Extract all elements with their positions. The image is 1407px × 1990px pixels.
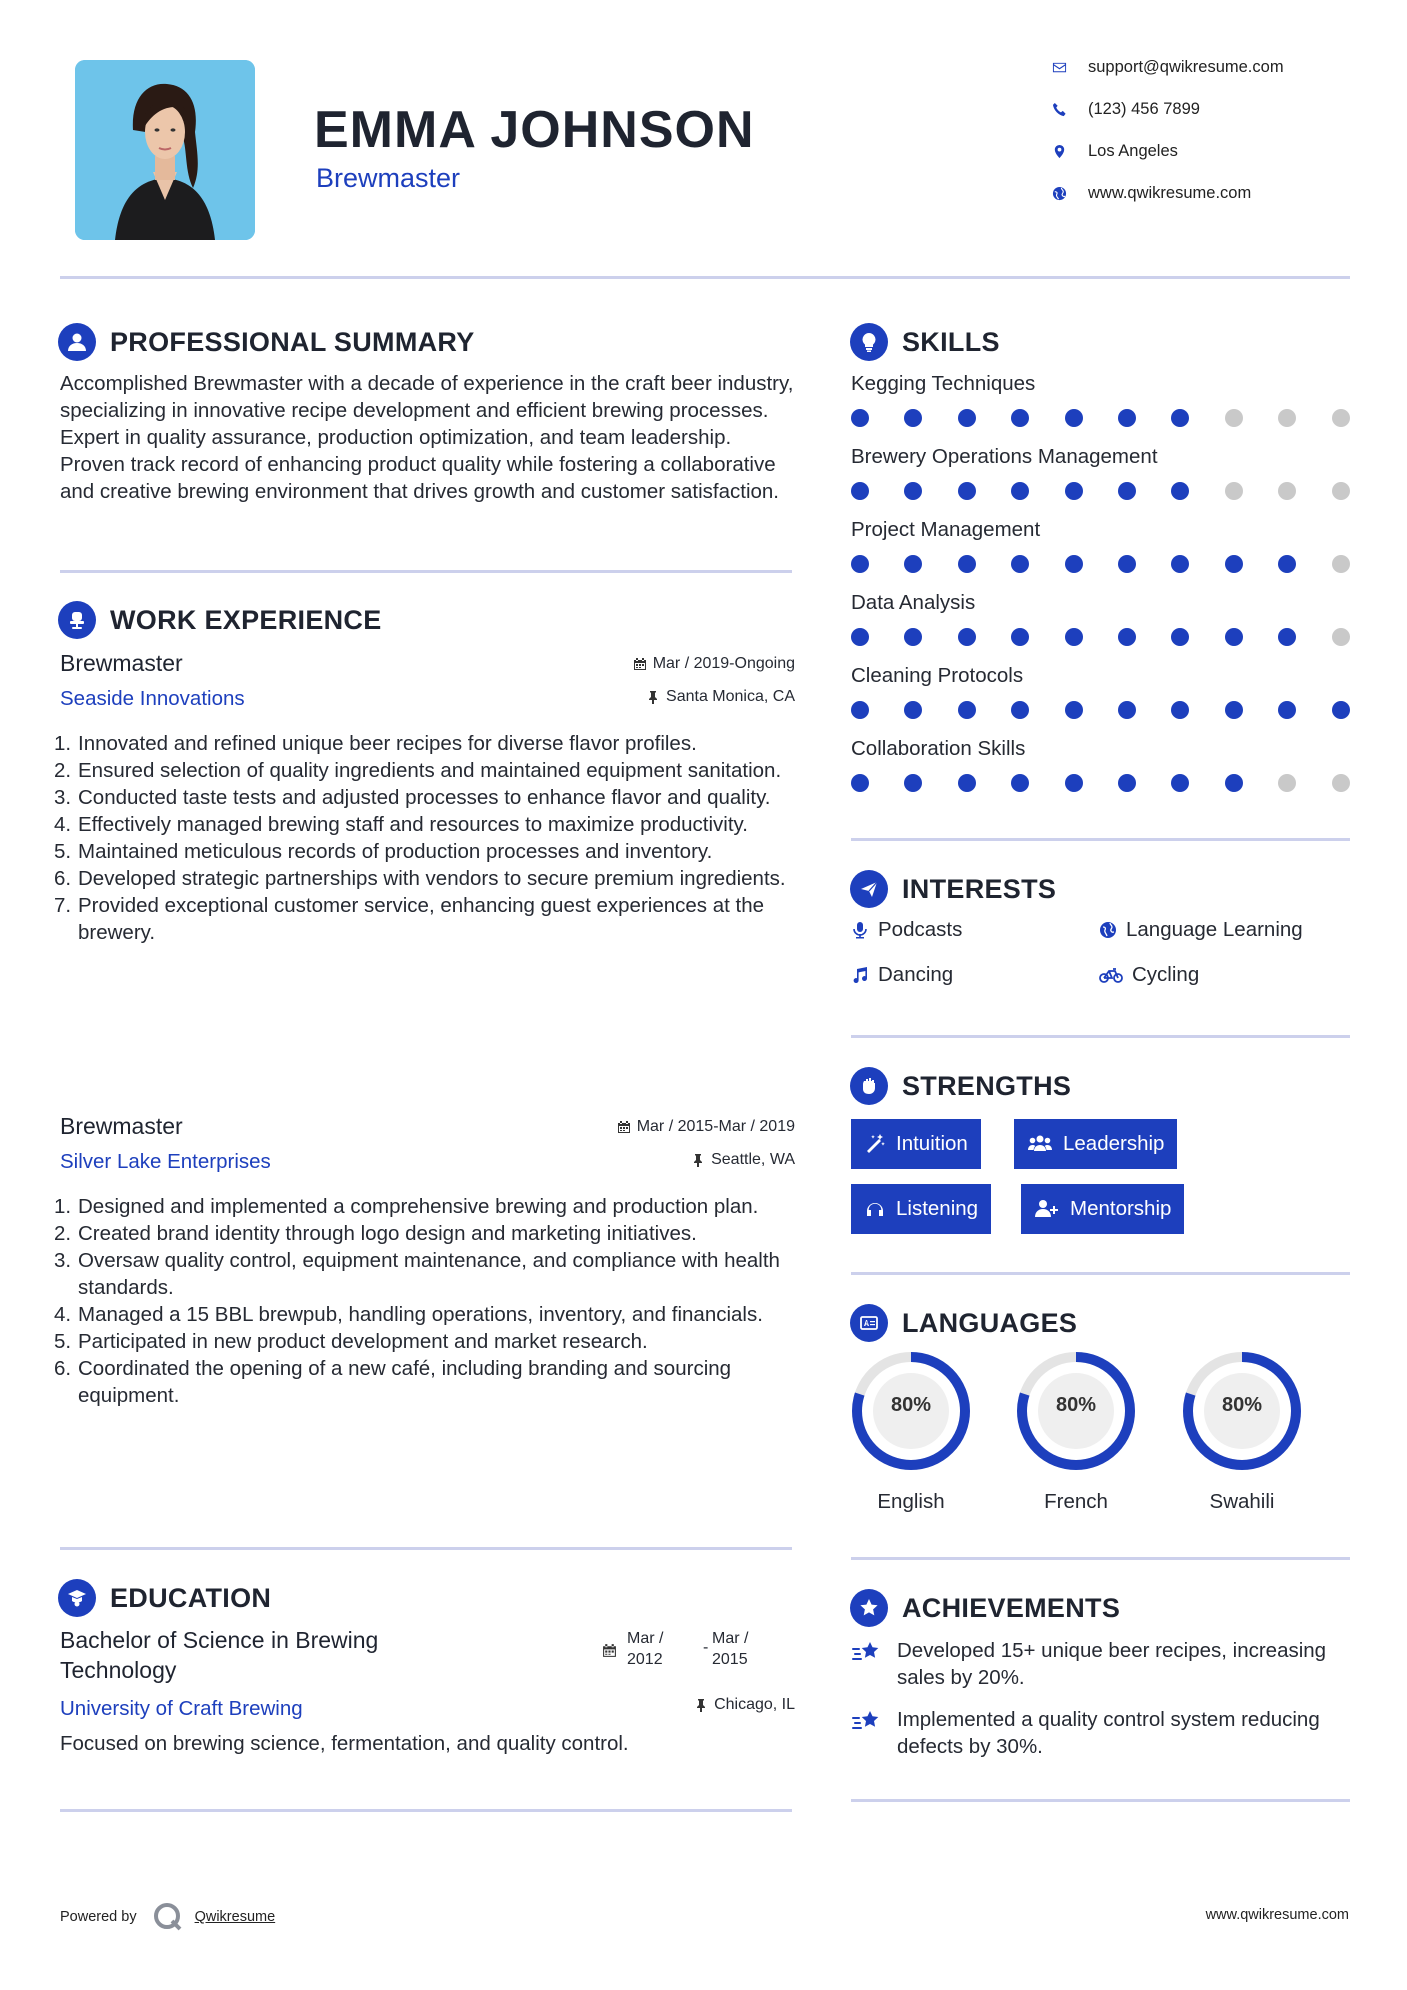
paper-plane-icon xyxy=(850,870,888,908)
pushpin-icon xyxy=(691,1153,705,1167)
skill-name: Cleaning Protocols xyxy=(851,664,1024,687)
skill-dot-empty xyxy=(1278,409,1296,427)
map-pin-icon xyxy=(1052,144,1088,159)
calendar-icon xyxy=(633,657,647,671)
skill-dot-filled xyxy=(1171,482,1189,500)
skill-dot-filled xyxy=(1118,482,1136,500)
interest-label: Dancing xyxy=(878,963,954,986)
calendar-icon xyxy=(602,1643,617,1658)
section-divider xyxy=(851,1035,1350,1038)
interest-item xyxy=(1099,963,1199,987)
contact-website[interactable] xyxy=(1052,184,1352,203)
skill-dot-filled xyxy=(1171,555,1189,573)
globe-icon xyxy=(1099,921,1117,939)
achievement-text: Developed 15+ unique beer recipes, increasing sales by 20%. xyxy=(897,1639,1327,1689)
language-item xyxy=(1177,1350,1307,1514)
skill-dot-filled xyxy=(1278,701,1296,719)
education-start-date: Mar / 2012 xyxy=(627,1630,664,1668)
education-description: Focused on brewing science, fermentation, and quality control. xyxy=(60,1732,629,1755)
briefcase-chair-icon xyxy=(58,601,96,639)
skill-dot-empty xyxy=(1332,482,1350,500)
education-date-separator: - xyxy=(703,1639,709,1656)
skill-item xyxy=(851,518,1351,575)
skill-rating xyxy=(851,409,1351,429)
skill-dot-filled xyxy=(1225,628,1243,646)
raised-fist-icon xyxy=(850,1067,888,1105)
job-date-text: Mar / 2019-Ongoing xyxy=(652,655,795,672)
education-location-text: Chicago, IL xyxy=(714,1696,795,1713)
list-item: 1. Innovated and refined unique beer recipes for diverse flavor profiles. xyxy=(54,732,697,755)
skill-dot-empty xyxy=(1332,774,1350,792)
skill-dot-filled xyxy=(904,774,922,792)
section-divider xyxy=(60,1809,792,1812)
skill-dot-filled xyxy=(1065,701,1083,719)
strength-badge xyxy=(851,1119,981,1169)
microphone-icon xyxy=(851,921,869,939)
interest-item xyxy=(851,963,953,987)
section-divider xyxy=(60,1547,792,1550)
skill-dot-filled xyxy=(958,409,976,427)
profile-photo xyxy=(75,60,255,240)
list-item: 5. Maintained meticulous records of production processes and inventory. xyxy=(54,840,713,863)
list-item: 6. Coordinated the opening of a new café, including branding and sourcing equipment. xyxy=(54,1357,732,1407)
skill-item xyxy=(851,591,1351,648)
shooting-star-icon xyxy=(851,1708,883,1736)
skill-dot-filled xyxy=(1011,555,1029,573)
skill-dot-filled xyxy=(1065,482,1083,500)
headphones-icon xyxy=(864,1198,886,1220)
skill-dot-empty xyxy=(1332,555,1350,573)
skills-heading xyxy=(850,323,1000,361)
skill-item xyxy=(851,372,1351,429)
skill-rating xyxy=(851,555,1351,575)
strength-label: Mentorship xyxy=(1070,1197,1172,1220)
skill-item xyxy=(851,445,1351,502)
contact-location xyxy=(1052,142,1352,161)
list-item: 1. Designed and implemented a comprehensive brewing and production plan. xyxy=(54,1195,759,1218)
job-location xyxy=(646,688,795,706)
skill-dot-filled xyxy=(1171,628,1189,646)
skill-dot-filled xyxy=(1118,409,1136,427)
interest-item xyxy=(1099,918,1303,942)
skill-dot-filled xyxy=(1171,409,1189,427)
skill-dot-empty xyxy=(1332,628,1350,646)
skills-heading-text: SKILLS xyxy=(902,326,1000,357)
resume-header xyxy=(0,0,1407,280)
job-company: Silver Lake Enterprises xyxy=(60,1150,271,1173)
envelope-icon xyxy=(1052,60,1088,75)
pushpin-icon xyxy=(646,690,660,704)
contact-phone[interactable] xyxy=(1052,100,1352,119)
education-location xyxy=(694,1696,795,1714)
skill-dot-filled xyxy=(1065,774,1083,792)
list-item: 4. Managed a 15 BBL brewpub, handling operations, inventory, and financials. xyxy=(54,1303,763,1326)
skill-item xyxy=(851,664,1351,721)
achievement-text: Implemented a quality control system reducing defects by 30%. xyxy=(897,1708,1320,1758)
candidate-name: EMMA JOHNSON xyxy=(314,101,755,159)
skill-dot-filled xyxy=(958,482,976,500)
language-name: English xyxy=(877,1490,945,1513)
language-item xyxy=(1011,1350,1141,1514)
graduate-icon xyxy=(58,1579,96,1617)
skill-dot-filled xyxy=(1225,701,1243,719)
skill-dot-filled xyxy=(1278,555,1296,573)
skill-dot-filled xyxy=(1011,482,1029,500)
summary-heading-text: PROFESSIONAL SUMMARY xyxy=(110,326,475,357)
achievement-item xyxy=(851,1706,1351,1760)
job-date-text: Mar / 2015-Mar / 2019 xyxy=(636,1118,795,1135)
strength-badge xyxy=(1014,1119,1177,1169)
skill-dot-empty xyxy=(1332,409,1350,427)
section-divider xyxy=(851,838,1350,841)
shooting-star-icon xyxy=(851,1639,883,1667)
achievements-heading xyxy=(850,1589,1120,1627)
skill-dot-filled xyxy=(1118,628,1136,646)
list-item: 4. Effectively managed brewing staff and resources to maximize productivity. xyxy=(54,813,748,836)
skill-name: Brewery Operations Management xyxy=(851,445,1158,468)
pushpin-icon xyxy=(694,1698,708,1712)
skill-dot-filled xyxy=(851,774,869,792)
contact-email-text: support@qwikresume.com xyxy=(1088,58,1284,76)
interest-label: Language Learning xyxy=(1126,918,1303,941)
qwikresume-logo-icon xyxy=(151,1900,185,1934)
skill-dot-filled xyxy=(1011,774,1029,792)
language-name: French xyxy=(1044,1490,1108,1513)
contact-email[interactable] xyxy=(1052,58,1352,77)
language-percent: 80% xyxy=(1055,1394,1097,1416)
job-role: Brewmaster xyxy=(60,1113,183,1139)
skill-dot-filled xyxy=(904,409,922,427)
job-bullets xyxy=(54,730,795,946)
skill-dot-filled xyxy=(851,482,869,500)
magic-wand-icon xyxy=(864,1133,886,1155)
education-university: University of Craft Brewing xyxy=(60,1697,303,1720)
skill-dot-filled xyxy=(1225,774,1243,792)
language-icon xyxy=(850,1304,888,1342)
interest-label: Cycling xyxy=(1132,963,1200,986)
qwikresume-link[interactable]: Qwikresume xyxy=(194,1909,276,1925)
skill-dot-filled xyxy=(958,701,976,719)
strength-label: Leadership xyxy=(1063,1132,1165,1155)
strength-label: Intuition xyxy=(896,1132,968,1155)
interest-item xyxy=(851,918,962,942)
skill-dot-filled xyxy=(1065,628,1083,646)
skill-dot-filled xyxy=(1225,555,1243,573)
skill-dot-empty xyxy=(1225,409,1243,427)
job-date xyxy=(617,1118,795,1136)
strength-label: Listening xyxy=(896,1197,979,1220)
skill-dot-filled xyxy=(851,701,869,719)
interests-heading xyxy=(850,870,1056,908)
bicycle-icon xyxy=(1099,966,1123,984)
skill-dot-filled xyxy=(904,482,922,500)
skill-item xyxy=(851,737,1351,794)
skill-rating xyxy=(851,628,1351,648)
skill-dot-filled xyxy=(851,409,869,427)
job-location xyxy=(691,1151,795,1169)
users-icon xyxy=(1027,1133,1053,1155)
user-icon xyxy=(58,323,96,361)
job-entry xyxy=(54,650,795,1090)
skill-dot-empty xyxy=(1225,482,1243,500)
lightbulb-icon xyxy=(850,323,888,361)
footer-powered-by xyxy=(60,1900,275,1934)
skill-dot-filled xyxy=(904,628,922,646)
star-badge-icon xyxy=(850,1589,888,1627)
summary-text: Accomplished Brewmaster with a decade of experience in the craft beer industry, specializing in innovative recipe development and efficient brewing processes. Expert in quality assurance, production optimization, and team leadership. Proven track record of enhancing product quality while fostering a collaborative and creative brewing environment that drives growth and customer satisfaction. xyxy=(60,372,794,503)
job-date xyxy=(633,655,795,673)
skill-rating xyxy=(851,482,1351,502)
skill-dot-filled xyxy=(1332,701,1350,719)
contact-website-text: www.qwikresume.com xyxy=(1088,184,1252,202)
list-item: 3. Conducted taste tests and adjusted processes to enhance flavor and quality. xyxy=(54,786,771,809)
list-item: 3. Oversaw quality control, equipment maintenance, and compliance with health standards. xyxy=(54,1249,780,1299)
job-role: Brewmaster xyxy=(60,650,183,676)
job-location-text: Seattle, WA xyxy=(711,1151,795,1168)
job-location-text: Santa Monica, CA xyxy=(666,688,795,705)
skill-dot-empty xyxy=(1278,482,1296,500)
globe-icon xyxy=(1052,186,1088,201)
section-divider xyxy=(851,1557,1350,1560)
language-name: Swahili xyxy=(1209,1490,1275,1513)
skill-dot-filled xyxy=(1011,409,1029,427)
strengths-heading xyxy=(850,1067,1071,1105)
contact-phone-text: (123) 456 7899 xyxy=(1088,100,1200,118)
candidate-title: Brewmaster xyxy=(316,163,461,193)
skill-dot-filled xyxy=(1118,701,1136,719)
skill-name: Project Management xyxy=(851,518,1041,541)
skill-dot-filled xyxy=(1065,555,1083,573)
skill-name: Collaboration Skills xyxy=(851,737,1026,760)
list-item: 5. Participated in new product development and market research. xyxy=(54,1330,648,1353)
strengths-heading-text: STRENGTHS xyxy=(902,1070,1072,1101)
education-heading xyxy=(58,1579,271,1617)
education-heading-text: EDUCATION xyxy=(110,1582,272,1613)
skill-name: Data Analysis xyxy=(851,591,976,614)
section-divider xyxy=(851,1799,1350,1802)
skill-dot-filled xyxy=(1065,409,1083,427)
skill-dot-filled xyxy=(958,555,976,573)
job-company: Seaside Innovations xyxy=(60,687,245,710)
job-entry xyxy=(54,1113,795,1513)
experience-heading xyxy=(58,601,382,639)
section-divider xyxy=(851,1272,1350,1275)
list-item: 2. Ensured selection of quality ingredients and maintained equipment sanitation. xyxy=(54,759,782,782)
footer-website[interactable]: www.qwikresume.com xyxy=(1205,1907,1349,1923)
header-divider xyxy=(60,276,1350,279)
person-portrait-icon xyxy=(75,60,255,240)
contact-location-text: Los Angeles xyxy=(1088,142,1178,160)
education-degree: Bachelor of Science in Brewing Technology xyxy=(60,1627,379,1683)
achievement-item xyxy=(851,1637,1351,1691)
list-item: 7. Provided exceptional customer service, enhancing guest experiences at the brewery. xyxy=(54,894,765,944)
skill-dot-empty xyxy=(1278,774,1296,792)
skill-dot-filled xyxy=(958,774,976,792)
skill-dot-filled xyxy=(1171,774,1189,792)
achievements-heading-text: ACHIEVEMENTS xyxy=(902,1592,1121,1623)
skill-dot-filled xyxy=(1171,701,1189,719)
languages-heading-text: LANGUAGES xyxy=(902,1307,1078,1338)
skill-dot-filled xyxy=(904,555,922,573)
section-divider xyxy=(60,570,792,573)
skill-dot-filled xyxy=(958,628,976,646)
skill-dot-filled xyxy=(1118,555,1136,573)
language-percent: 80% xyxy=(1221,1394,1263,1416)
phone-icon xyxy=(1052,102,1088,117)
calendar-icon xyxy=(617,1120,631,1134)
skill-dot-filled xyxy=(1118,774,1136,792)
skill-rating xyxy=(851,774,1351,794)
list-item: 2. Created brand identity through logo design and marketing initiatives. xyxy=(54,1222,697,1245)
experience-heading-text: WORK EXPERIENCE xyxy=(110,604,382,635)
language-item xyxy=(846,1350,976,1514)
language-percent: 80% xyxy=(890,1394,932,1416)
strength-badge xyxy=(1021,1184,1184,1234)
skill-dot-filled xyxy=(1011,701,1029,719)
skill-dot-filled xyxy=(851,628,869,646)
job-bullets xyxy=(54,1193,795,1409)
music-note-icon xyxy=(851,966,869,984)
interest-label: Podcasts xyxy=(878,918,963,941)
education-end-date: Mar / 2015 xyxy=(712,1630,749,1668)
skill-rating xyxy=(851,701,1351,721)
languages-heading xyxy=(850,1304,1077,1342)
summary-heading xyxy=(58,323,475,361)
skill-dot-filled xyxy=(851,555,869,573)
skill-dot-filled xyxy=(904,701,922,719)
user-plus-icon xyxy=(1034,1198,1060,1220)
skill-name: Kegging Techniques xyxy=(851,372,1036,395)
skill-dot-filled xyxy=(1011,628,1029,646)
skill-dot-filled xyxy=(1278,628,1296,646)
strength-badge xyxy=(851,1184,991,1234)
powered-by-label: Powered by xyxy=(60,1909,137,1925)
list-item: 6. Developed strategic partnerships with vendors to secure premium ingredients. xyxy=(54,867,786,890)
interests-heading-text: INTERESTS xyxy=(902,873,1057,904)
